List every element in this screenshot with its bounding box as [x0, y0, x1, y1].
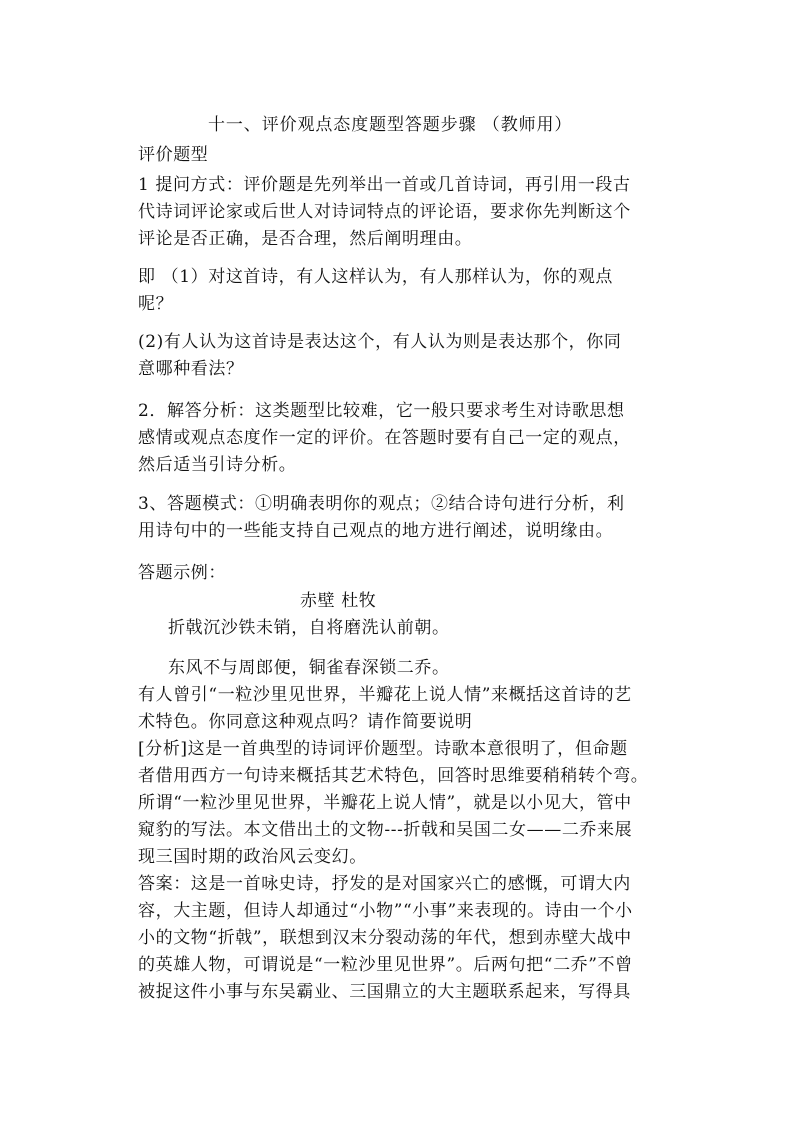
- item2-line-2: 感情或观点态度作一定的评价。在答题时要有自己一定的观点，: [138, 428, 631, 448]
- answer-line-3: 小的文物“折戟”，联想到汉末分裂动荡的年代，想到赤壁大战中: [138, 928, 632, 948]
- example1-line-2: 呢？: [138, 294, 174, 314]
- example2-line-1: (2)有人认为这首诗是表达这个，有人认为则是表达那个，你同: [138, 332, 622, 352]
- analysis-line-1: [分析]这是一首典型的诗词评价题型。诗歌本意很明了，但命题: [138, 739, 628, 759]
- example1-line-1: 即 （1）对这首诗，有人这样认为，有人那样认为，你的观点: [138, 267, 614, 287]
- item3-line-1: 3、答题模式：①明确表明你的观点；②结合诗句进行分析，利: [138, 494, 625, 514]
- question-line-1: 有人曾引“一粒沙里见世界，半瓣花上说人情”来概括这首诗的艺: [138, 685, 632, 705]
- item2-line-1: 2．解答分析：这类题型比较难，它一般只要求考生对诗歌思想: [138, 401, 625, 421]
- item2-line-3: 然后适当引诗分析。: [138, 455, 297, 475]
- answer-line-1: 答案：这是一首咏史诗，抒发的是对国家兴亡的感慨，可谓大内: [138, 874, 631, 894]
- analysis-line-5: 现三国时期的政治风云变幻。: [138, 847, 367, 867]
- example2-line-2: 意哪种看法？: [138, 359, 244, 379]
- section-heading: 评价题型: [138, 145, 209, 165]
- poem-title: 赤壁 杜牧: [300, 591, 377, 611]
- answer-line-2: 容，大主题，但诗人却通过“小物”“小事”来表现的。诗由一个小: [138, 901, 633, 921]
- poem-line-1: 折戟沉沙铁未销，自将磨洗认前朝。: [168, 618, 450, 638]
- item1-line-2: 代诗词评论家或后世人对诗词特点的评论语，要求你先判断这个: [138, 202, 631, 222]
- item3-line-2: 用诗句中的一些能支持自己观点的地方进行阐述，说明缘由。: [138, 521, 614, 541]
- example-heading: 答题示例：: [138, 563, 226, 583]
- answer-line-5: 被捉这件小事与东吴霸业、三国鼎立的大主题联系起来，写得具: [138, 982, 631, 1002]
- analysis-line-2: 者借用西方一句诗来概括其艺术特色，回答时思维要稍稍转个弯。: [138, 766, 649, 786]
- item1-line-3: 评论是否正确，是否合理，然后阐明理由。: [138, 229, 473, 249]
- question-line-2: 术特色。你同意这种观点吗？请作简要说明: [138, 712, 473, 732]
- item1-line-1: 1 提问方式：评价题是先列举出一首或几首诗词，再引用一段古: [138, 175, 631, 195]
- analysis-line-3: 所谓“一粒沙里见世界，半瓣花上说人情”，就是以小见大，管中: [138, 793, 632, 813]
- analysis-line-4: 窥豹的写法。本文借出土的文物---折戟和吴国二女——二乔来展: [138, 820, 633, 840]
- poem-line-2: 东风不与周郎便，铜雀春深锁二乔。: [168, 658, 450, 678]
- answer-line-4: 的英雄人物，可谓说是“一粒沙里见世界”。后两句把“二乔”不曾: [138, 955, 633, 975]
- document-title: 十一、评价观点态度题型答题步骤 （教师用）: [208, 115, 573, 135]
